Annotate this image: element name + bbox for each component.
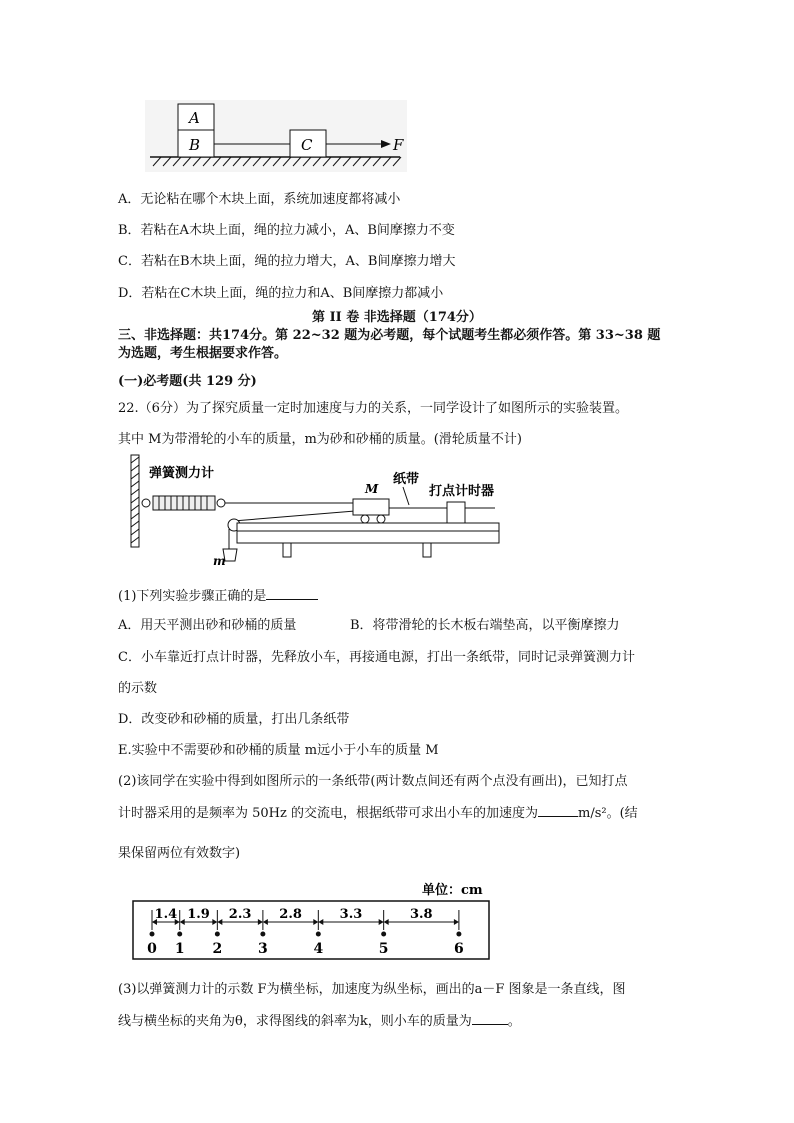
cart: [353, 499, 389, 515]
q22-opt-e: E.实验中不需要砂和砂桶的质量 m远小于小车的质量 M: [118, 743, 439, 758]
cart-label: M: [365, 482, 379, 496]
tape-label: 纸带: [393, 472, 420, 487]
point-label: 0: [147, 941, 157, 957]
timer-label: 打点计时器: [429, 484, 495, 499]
section-intro-1: 三、非选择题：共174分。第 22~32 题为必考题，每个试题考生都必须作答。第 33~38 题: [118, 328, 661, 343]
point-label: 5: [378, 941, 389, 957]
segment-length: 3.8: [409, 907, 433, 922]
count-point: [260, 932, 265, 937]
q22-stem-1: 22.（6分）为了探究质量一定时加速度与力的关系，一同学设计了如图所示的实验装置。: [118, 401, 628, 416]
tape-figure: [130, 876, 492, 962]
q22-part3-1: (3)以弹簧测力计的示数 F为横坐标，加速度为纵坐标，画出的a－F 图象是一条直线，图: [118, 982, 626, 997]
q22-opt-a: A．用天平测出砂和砂桶的质量: [118, 618, 297, 633]
bucket-label: m: [213, 554, 226, 568]
count-point: [316, 932, 321, 937]
q22-opt-c2: 的示数: [118, 681, 158, 696]
count-point: [456, 932, 461, 937]
point-label: 2: [212, 941, 223, 957]
prev-option-c: C．若粘在B木块上面，绳的拉力增大，A、B间摩擦力增大: [118, 254, 456, 269]
count-point: [150, 932, 155, 937]
prev-option-a: A．无论粘在哪个木块上面，系统加速度都将减小: [118, 192, 401, 207]
block-a-label: A: [189, 109, 200, 127]
point-label: 6: [454, 941, 464, 957]
count-point: [215, 932, 220, 937]
q22-opt-c1: C．小车靠近打点计时器，先释放小车，再接通电源，打出一条纸带，同时记录弹簧测力计: [118, 650, 635, 665]
q22-part2-2: 计时器采用的是频率为 50Hz 的交流电，根据纸带可求出小车的加速度为 m/s²。(结: [118, 806, 638, 821]
long-board: [237, 523, 499, 531]
timer: [447, 502, 465, 524]
apparatus-figure: [125, 453, 505, 573]
q22-stem-2: 其中 M为带滑轮的小车的质量，m为砂和砂桶的质量。(滑轮质量不计): [118, 432, 522, 447]
spring-scale-label: 弹簧测力计: [149, 466, 215, 481]
spring-scale: [153, 496, 215, 510]
segment-length: 1.9: [187, 907, 210, 922]
q22-part2-3: 果保留两位有效数字): [118, 846, 241, 861]
segment-length: 3.3: [339, 907, 363, 922]
prev-option-d: D．若粘在C木块上面，绳的拉力和A、B间摩擦力都减小: [118, 286, 444, 301]
count-point: [177, 932, 182, 937]
section-intro-2: 为选题，考生根据要求作答。: [118, 346, 288, 361]
block-b-label: B: [189, 136, 201, 154]
required-heading: (一)必考题(共 129 分): [118, 374, 257, 389]
prev-option-b: B．若粘在A木块上面，绳的拉力减小，A、B间摩擦力不变: [118, 223, 455, 238]
section-title: 第 II 卷 非选择题（174分）: [312, 310, 482, 325]
force-label: F: [393, 136, 404, 154]
q22-opt-b: B．将带滑轮的长木板右端垫高，以平衡摩擦力: [350, 618, 620, 633]
blocks-figure: [145, 100, 415, 172]
q22-part2-1: (2)该同学在实验中得到如图所示的一条纸带(两计数点间还有两个点没有画出)，已知打点: [118, 774, 628, 789]
q22-opt-d: D．改变砂和砂桶的质量，打出几条纸带: [118, 712, 350, 727]
segment-length: 1.4: [154, 907, 178, 922]
point-label: 4: [313, 941, 324, 957]
point-label: 1: [174, 941, 185, 957]
segment-length: 2.3: [228, 907, 252, 922]
point-label: 3: [258, 941, 268, 957]
count-point: [381, 932, 386, 937]
q22-part3-2: 线与横坐标的夹角为θ，求得图线的斜率为k，则小车的质量为 。: [118, 1014, 521, 1029]
tape-unit: 单位：cm: [422, 883, 483, 898]
segment-length: 2.8: [279, 907, 302, 922]
block-c-label: C: [301, 136, 313, 154]
q22-part1: (1)下列实验步骤正确的是: [118, 585, 318, 604]
